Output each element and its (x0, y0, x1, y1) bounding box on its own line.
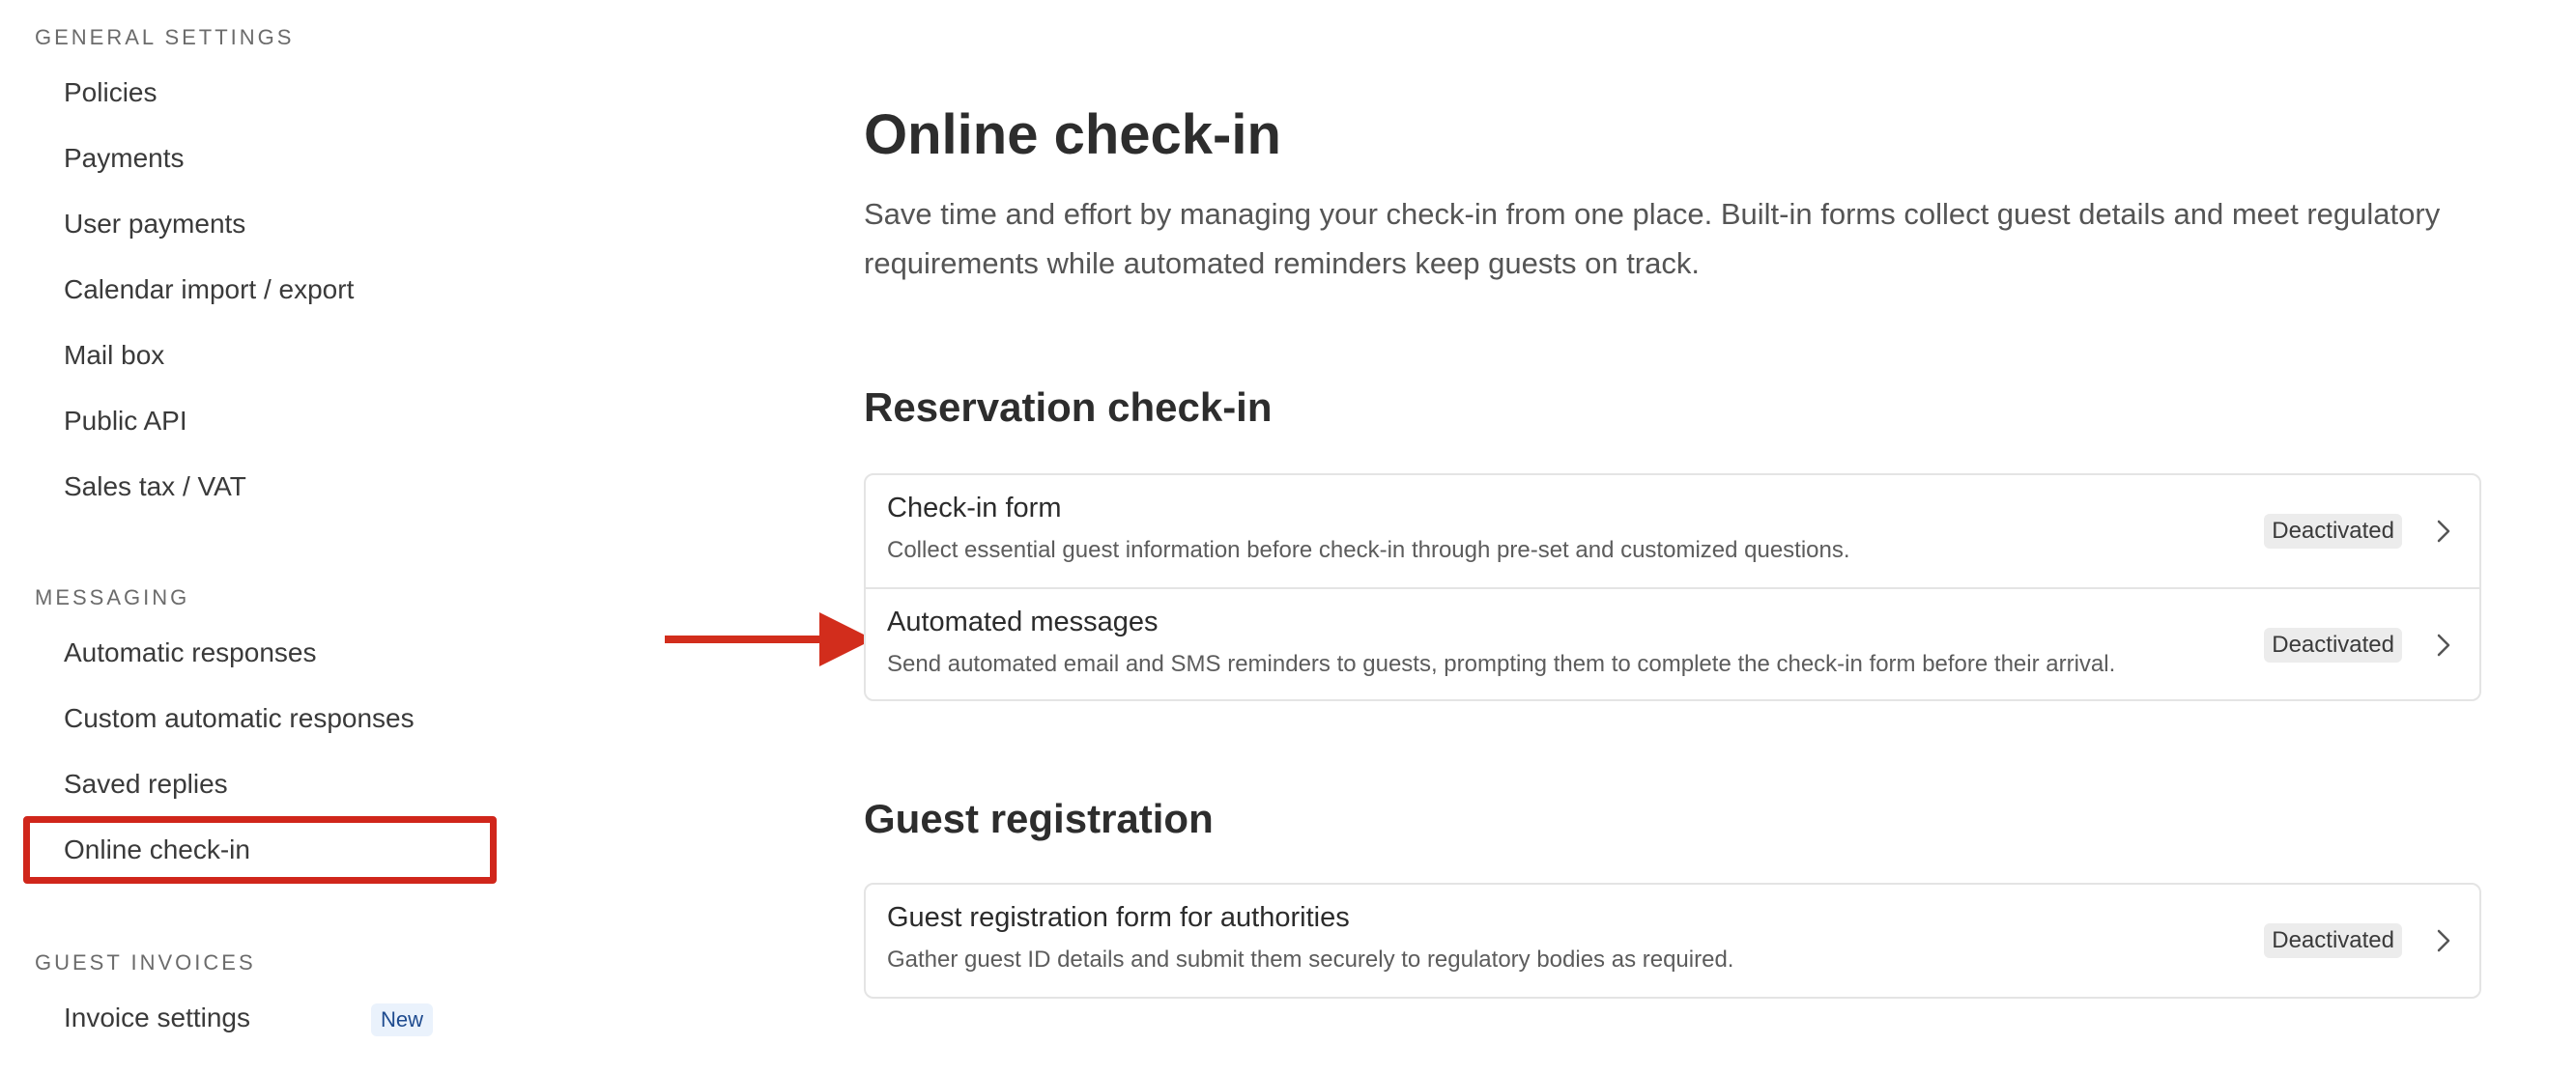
row-description: Gather guest ID details and submit them securely to regulatory bodies as required. (887, 947, 1734, 973)
sidebar-item-policies[interactable]: Policies (64, 77, 157, 107)
chevron-right-icon[interactable] (2437, 518, 2450, 545)
sidebar-item-online-check-in[interactable] (23, 816, 497, 884)
page-description: Save time and effort by managing your check-in from one place. Built-in forms collect guest details and meet regulatory requirements while automated reminders keep guests on track. (864, 197, 2441, 280)
sidebar-item-label: Invoice settings (64, 1003, 250, 1032)
sidebar-item-saved-replies[interactable]: Saved replies (64, 769, 228, 799)
sidebar-item-label: Online check-in (64, 834, 250, 864)
chevron-right-icon[interactable] (2437, 632, 2450, 659)
row-description: Collect essential guest information before check-in through pre-set and customized questions. (887, 537, 1850, 563)
section-heading-guest-invoices: GUEST INVOICES (35, 950, 256, 975)
sidebar-item-invoice-settings[interactable] (64, 999, 433, 1037)
guest-registration-card (864, 883, 2481, 999)
automated-messages-row[interactable] (866, 587, 2479, 699)
sidebar-item-automatic-responses[interactable]: Automatic responses (64, 637, 317, 667)
page-title: Online check-in (864, 103, 1281, 166)
row-title: Automated messages (887, 607, 1159, 637)
row-description: Send automated email and SMS reminders to guests, prompting them to complete the check-in form before their arrival. (887, 651, 2116, 677)
section-heading-general-settings: GENERAL SETTINGS (35, 25, 295, 49)
status-badge: Deactivated (2264, 514, 2402, 549)
sidebar-item-calendar-import-export[interactable]: Calendar import / export (64, 274, 355, 304)
guest-registration-form-row[interactable] (866, 885, 2479, 997)
section-title-guest-registration: Guest registration (864, 796, 1214, 841)
chevron-right-icon[interactable] (2437, 927, 2450, 954)
sidebar-item-public-api[interactable]: Public API (64, 406, 187, 436)
sidebar-item-custom-automatic-responses[interactable]: Custom automatic responses (64, 703, 415, 733)
settings-sidebar (0, 0, 522, 1074)
status-badge: Deactivated (2264, 923, 2402, 958)
check-in-form-row[interactable] (866, 475, 2479, 587)
sidebar-item-sales-tax-vat[interactable]: Sales tax / VAT (64, 471, 246, 501)
section-title-reservation-check-in: Reservation check-in (864, 384, 1273, 430)
sidebar-item-mail-box[interactable]: Mail box (64, 340, 165, 370)
row-title: Check-in form (887, 493, 1062, 523)
row-title: Guest registration form for authorities (887, 902, 1350, 933)
arrow-right-icon (665, 612, 873, 666)
sidebar-item-payments[interactable]: Payments (64, 143, 185, 173)
status-badge: Deactivated (2264, 628, 2402, 663)
section-heading-messaging: MESSAGING (35, 585, 190, 609)
new-badge: New (371, 1003, 433, 1036)
reservation-check-in-card (864, 473, 2481, 701)
sidebar-item-user-payments[interactable]: User payments (64, 209, 246, 239)
